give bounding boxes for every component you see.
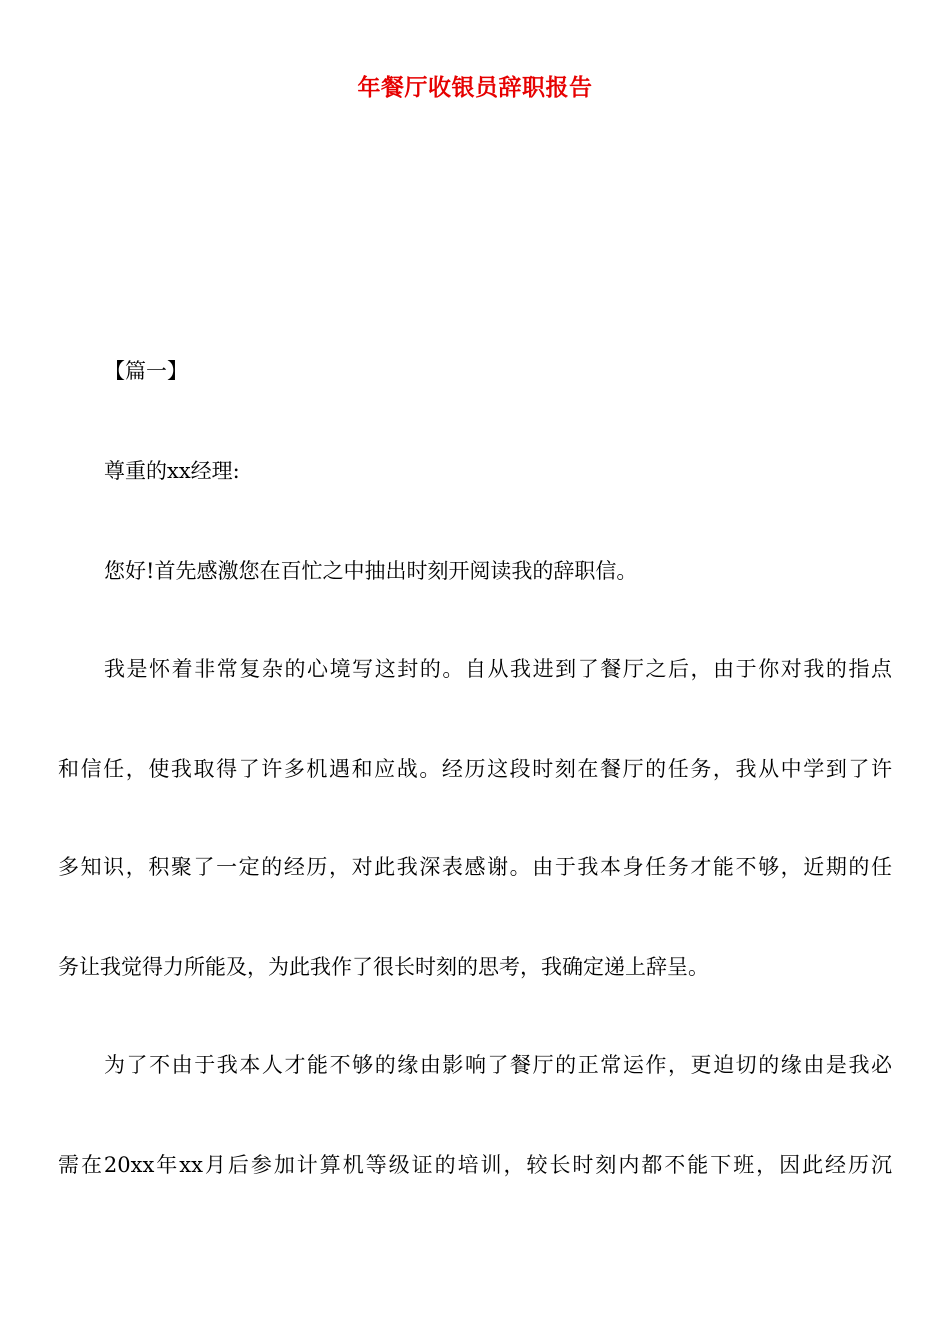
paragraph-line: 多知识，积聚了一定的经历，对此我深表感谢。由于我本身任务才能不够，近期的任	[58, 855, 892, 879]
paragraph-line: 和信任，使我取得了许多机遇和应战。经历这段时刻在餐厅的任务，我从中学到了许	[58, 757, 892, 781]
salutation: 尊重的xx经理:	[104, 459, 240, 483]
document-title: 年餐厅收银员辞职报告	[357, 75, 593, 101]
paragraph-line: 您好!首先感激您在百忙之中抽出时刻开阅读我的辞职信。	[104, 559, 638, 583]
paragraph-line: 为了不由于我本人才能不够的缘由影响了餐厅的正常运作，更迫切的缘由是我必	[104, 1053, 892, 1077]
paragraph-line: 务让我觉得力所能及，为此我作了很长时刻的思考，我确定递上辞呈。	[58, 955, 709, 979]
paragraph-line: 需在20xx年xx月后参加计算机等级证的培训，较长时刻内都不能下班，因此经历沉	[58, 1153, 892, 1177]
paragraph-line: 我是怀着非常复杂的心境写这封的。自从我进到了餐厅之后，由于你对我的指点	[104, 657, 892, 681]
section-heading: 【篇一】	[104, 359, 188, 383]
